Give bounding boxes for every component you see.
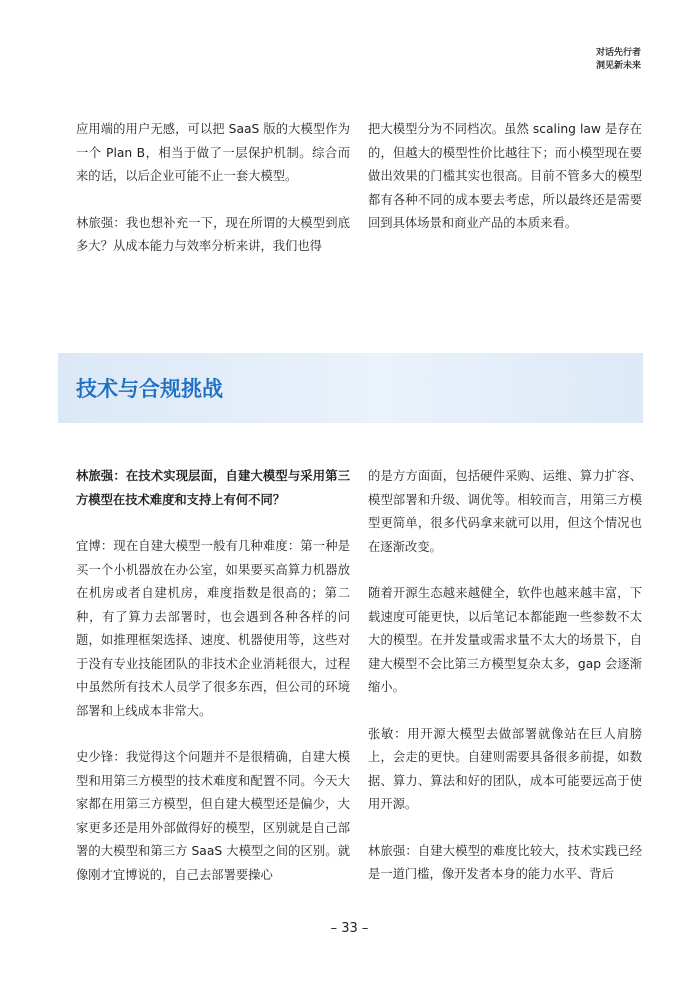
paragraph: 应用端的用户无感，可以把 SaaS 版的大模型作为一个 Plan B，相当于做了一层保护机制。综合而来的话，以后企业可能不止一套大模型。 [76,122,350,183]
page-number: – 33 – [330,921,369,936]
bottom-left-column [76,465,350,910]
section-banner [58,353,643,423]
section-title: 技术与合规挑战 [76,377,223,401]
paragraph: 史少锋：我觉得这个问题并不是很精确，自建大模型和用第三方模型的技术难度和配置不同。今天大家都在用第三方模型，但自建大模型还是偏少，大家更多还是用外部做得好的模型，区别就是自己部署的大模型和第三方 SaaS 大模型之间的区别。就像刚才宜博说的，自己去部署要操心 [76,750,350,882]
paragraph: 的是方方面面，包括硬件采购、运维、算力扩容、模型部署和升级、调优等。相较而言，用第三方模型更简单，很多代码拿来就可以用，但这个情况也在逐渐改变。 [368,469,642,554]
paragraph: 把大模型分为不同档次。虽然 scaling law 是存在的，但越大的模型性价比越往下；而小模型现在要做出效果的门槛其实也很高。目前不管多大的模型都有各种不同的成本要去考虑，所以最终还是需要回到具体场景和商业产品的本质来看。 [368,122,642,230]
header-slogan [596,47,641,73]
header-line-2: 洞见新未来 [595,61,641,71]
paragraph: 随着开源生态越来越健全，软件也越来越丰富，下载速度可能更快，以后笔记本都能跑一些参数不太大的模型。在并发量或需求量不太大的场景下，自建大模型不会比第三方模型复杂太多，gap 会逐渐缩小。 [368,586,642,694]
header-line-1: 对话先行者 [595,48,641,58]
paragraph: 林旅强：我也想补充一下，现在所谓的大模型到底多大？从成本能力与效率分析来讲，我们也得 [76,215,350,253]
top-right-column [368,118,642,259]
paragraph: 宜博：现在自建大模型一般有几种难度：第一种是买一个小机器放在办公室，如果要买高算力机器放在机房或者自建机房，难度指数是很高的；第二种，有了算力去部署时，也会遇到各种各样的问题，如推理框架选择、速度、机器使用等，这些对于没有专业技能团队的非技术企业消耗很大，过程中虽然所有技术人员学了很多东西，但公司的环境部署和上线成本非常大。 [76,539,350,718]
question-paragraph: 林旅强：在技术实现层面，自建大模型与采用第三方模型在技术难度和支持上有何不同？ [76,469,350,507]
paragraph: 张敏：用开源大模型去做部署就像站在巨人肩膀上，会走的更快。自建则需要具备很多前提，如数据、算力、算法和好的团队，成本可能要远高于使用开源。 [368,726,642,811]
paragraph: 林旅强：自建大模型的难度比较大，技术实践已经是一道门槛，像开发者本身的能力水平、背后 [368,843,642,881]
top-left-column [76,118,350,282]
bottom-right-column [368,465,642,910]
